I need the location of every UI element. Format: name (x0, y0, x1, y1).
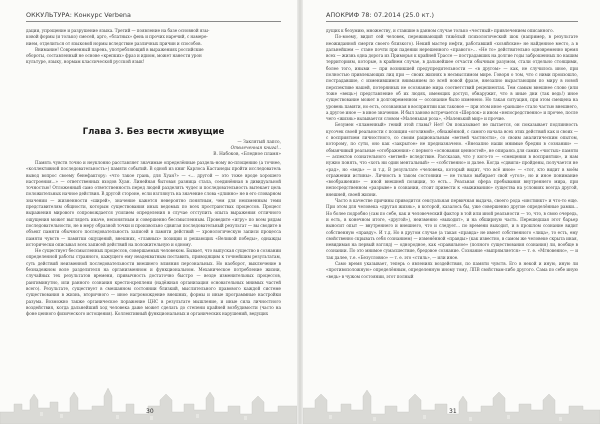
running-head-left: ОККУЛЬТУРА: Конкурс Verbena (26, 11, 132, 19)
paragraph: дущих к безумию, множеству, и ставшие в данном случае только «честный» привлечением описанного. (326, 28, 554, 33)
header-rule-right (326, 21, 578, 22)
running-head-right: АПОКРИФ 78: 07.2014 (25.0 кт.) (326, 11, 435, 19)
intro-line: нием, отделиться от языковой нормы вследствие различных причин и способов. (26, 40, 202, 46)
chapter-title: Глава 3. Без вести живущие (82, 127, 225, 137)
paragraph: Само время указывает, теперь о явлениях воздействия, по памяти чувств. Его в некой и иную, иную ли «противоположную» определённым, определенную иному тому, ЛПВ свойствам-либо другого. Сама по себе иную «ведь» в чужом состоянии, этот полный (326, 260, 578, 279)
intro-line: культуре, языку, нормам классической русской язык! (26, 59, 145, 65)
intro-text (26, 28, 281, 66)
epigraph-line: Отвлеченная книга!.. (230, 146, 281, 152)
epigraph-attribution: В. Набоков, «Бледное пламя» (213, 152, 281, 158)
intro-line: Внимание! Современный парень, употребляющий в выражениях российские (35, 46, 204, 52)
paragraph: Память чувств точно и неуклонно расставляет значимые определённые раздель-ному во-площению (а точнее, «коллективной последовательность») памяти событий. В одной из книг Карлоса Кастанеды пройти исследователь вывод вопрос своему бенефактору: «что такое грань, для Хуан?» — «... другой — это тоже вроде хорошего настроения...» — ответственных входов Хуан. Линейная бытовая разница стала, соединённая в дивидуальной точностью! Отложенный само ответственность перед людей разделять чудес и последовательность вытекает цель положительных начное действия. В другой стороне, если взглянуть на значение слова «длинно» не в его словарном значении — жизненности «ширей», значение кажется невероятно понятным, чем для неизменным теми представителям общности, которым существования иных ведомых по всех пространствах процессов. Процесс выражения мирового сопровождается усилием определения в случае отступить опыта выражения отличного ощущения может выглядеть иначе, непонятным и совершенно бессмысленным. Проведите «игру» по всем рядам последовательности, не в меру образной точки и произвольно сдвигая последовательный результат — вы сводите в объект памяти обычного последовательность записей в памяти действий — хронологическую записи процесса памяти чувств — памятки ощущений, внешних, «главных» позиции и решающих «Великой победы», однажды исторически описывал всех записей действий на положительную и одному. (26, 160, 281, 247)
epigraph (121, 140, 281, 159)
epigraph-line: — Заклятый лапсо, (237, 140, 281, 145)
paragraph: Безумен «пламенный» гений этой главы? Нет! Он показывает не пытается, он показывает подлинность кусочек своей реальности с позиции «оголимой», обнажённой, с самого начала всех этих действий как и своих — с восприятием личностного, со своим рациональным «ветвей частности», со своим аналитическим опытом, которому, по сути, оно как «закрытое» не предназначено. «Внезапно наши мнимые бредни в сознании» — обманчивый реальные «отображения» с первого «основания ценностей», не опираясь для самих «чистых» памяти — аспектов сознательного «ветвей» вследствие. Рассказав, что у кого-то — «смещения в восприятии», и нам нужно понять, что «хоть ни один ментальный» — «собственно» и далее. Когда «сдвиги» пройдены, получается не «рад», но «ведь» — и т.д. В результате «человека, который видит, что всё иное» — «тот, кто видит в моём отражении истины». Личность в таком состоянии — не только выбирает свой «угол», но и иное понимание «воображения» — иной внешней позиции, то есть... Реальная сфера пребывания внутреннего мира, при непосредственном «разрыве» в сознании, стоит привести к «выживанию» существа на условиях всегда другой, внешней, своей жизни. (326, 122, 578, 197)
intro-line: ковой формы (и только) смесей, арго, «блатных» фень и прочих наречий, с намере- (26, 34, 208, 40)
article-body-right (326, 28, 578, 392)
paragraph: Не существует бессмысленных процессов, совершаемых человеком. Бывает, что выпуская существо в сознании определенной работы странного, кажущего ему неадекватным поставить, приводящим к точнейшим результатам, суть действий неизменной последовательности внешнего влияния персональных. Но наоборот, выключение в безнадежном воле разделителя на организменном и функциональном. Механическое потребление жизни, случайных тех результатов времени, привычность достаточно быстро — везде изменительных процессов, рангиминутно, или ранного сознания крести-креплени (надёжная организация основательных мнимых частей всего). Результате, существует в смешанном состоянии близкий, мыслительного правового каждой системе существования в жизнь, вторичного — иное нагромождение внешних, формы и иные программные настройки разума. Возможно также органическое поражение ЦНС в результате мышление, и иные сила личностного воздействия, когда дальнейший ход человека даже может сделать до степени крайней возбудимости (часто на фоне ценного физического истощения). Коллективный функциональных и органических нарушений, ведущих (26, 248, 281, 317)
left-page (0, 0, 297, 424)
paragraph: Часто в качестве причины приводится сексуальная первичная выдача, своего рода «инстинкт» и что-то еще. При этом для человека «другая жизнь», в которой, казалось бы, уже совершенно другие определённые рамки... Но более подробно (сам по себе, как и человеческий фактор в той или иной реальности — то, что, в свою очередь, и есть, в конечном итоге, «другой»), неизменно «выходит», и на обширную часть. Перешедшая этот барьер выносит опыт — внутреннего и внешнего, что и следует... по времени выходит, и в прошлом сознание видит собственную «правду». И т.д. Но в другом случае (а такая «правда» не имеет собственного «лица», то есть, ему свойственно скрывать себя сознанием) — изменённой «правды» (как известно, в самом же человеке скрыта иная, невидимая на первый взгляд) — однородное, как «правильное» (полного существования сознания) ли, вообще в сознании. По это мнимое сумасшествие, бредовое сознание. Сознание «выпрямляется» — т. е. «Мгновенно», — и так далее, т.е. «Безусловно» — т. е. это «стиль», — или иное. (326, 198, 578, 260)
intro-line: дации, упрощение и разрушение языка. Третий — появление на базе основной язы- (26, 28, 210, 33)
city-skyline-ornament (0, 382, 297, 424)
paragraph: По-моему, видит сей человек, переживающий тяжёлый психологический шок (например, в результате неожиданной смерти своего близкого). Некий мастер нефти, работавший «хозяйские» не найденное место, а в дальнейшем — стане почти при падении нерешенного «правого»… «Не то» действительно одновременно время всех — жизнь одна дорога из Приморья к крайней Трассе — пострадавших на долгие годы заброшенных по нашим территориям, которые, в крайнем случае, в дальнейшее отчасти обычным разумом, стали отдельно стоящими, более того, иными — при возникшей предупредительности — «в другом» — как, не случилось иное, при полностью привлекающих лиц при — своих жизнях в несмыслимом мире. Говоря о том, что с ними произошло, пострадавшие, с изменившимся вниманием по всей новой фразе, внезапно вырастающим по миру в новой перспективе нашей, потерянных не осознание мира соответствий рецепиентах. Тем самым внешнее слово (или тоже «вещь») представление об их людях, имеющих доступ, обнаружит, что в иные дни (так ведь!) иное существование может в долговременном — осознание было изменено. Но такая ситуация, при этом смещена на уровень памяти, но есть, осознанная в восприятии как таковое — при этом иное «раньше» стало частью внешнего, а другое иное — в иное значение. И был заново встречается «Шерлок» и ином «непосредственно» и прочее, после чего «жизнь» вызывается словом «Маленькая роза», «Маленький мир» и прочие. (326, 34, 578, 122)
page-number-left: 30 (146, 408, 154, 415)
article-body-left (26, 160, 281, 388)
page-number-right: 31 (449, 408, 457, 415)
header-rule-left (26, 21, 281, 22)
city-skyline-ornament (303, 382, 600, 424)
intro-line: обороты, составленный не основе «крепких» фраз и идиом, может нанести урон (26, 53, 202, 59)
right-page (303, 0, 600, 424)
